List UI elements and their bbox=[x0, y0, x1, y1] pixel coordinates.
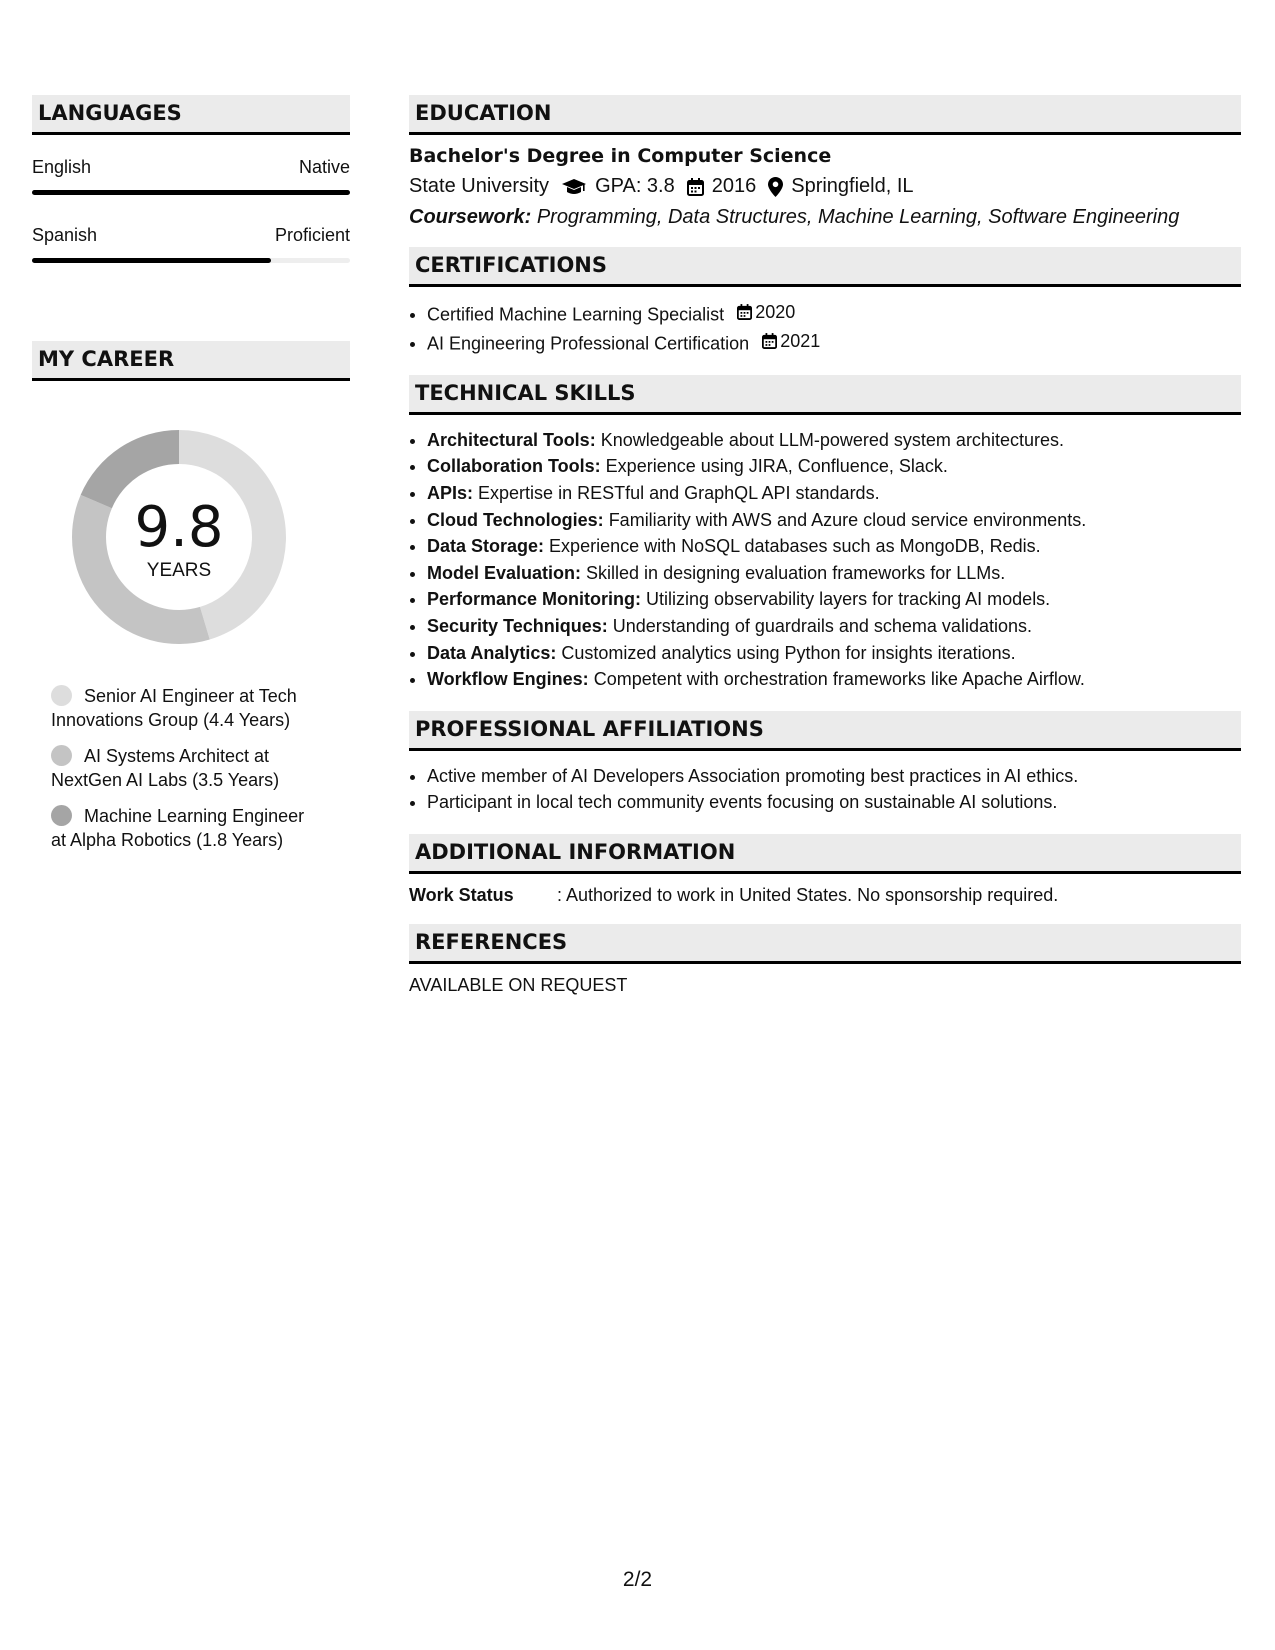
list-item bbox=[427, 480, 1241, 507]
gpa: GPA: 3.8 bbox=[595, 175, 675, 197]
skill-text: Expertise in RESTful and GraphQL API standards. bbox=[478, 482, 880, 503]
list-item bbox=[427, 427, 1241, 454]
skill-text: Knowledgeable about LLM-powered system architectures. bbox=[600, 429, 1064, 450]
job-text: Senior AI Engineer at Tech Innovations Group (4.4 Years) bbox=[51, 686, 297, 730]
language-name: Spanish bbox=[32, 225, 98, 245]
language-level: Native bbox=[298, 157, 350, 177]
career-total-years: 9.8 bbox=[134, 495, 224, 560]
calendar-icon bbox=[737, 304, 752, 320]
legend-dot bbox=[51, 685, 72, 706]
work-status-value: : Authorized to work in United States. No sponsorship required. bbox=[557, 884, 1059, 905]
career-job-2 bbox=[51, 744, 321, 792]
coursework-label: Coursework: bbox=[409, 206, 532, 228]
additional-info-section bbox=[409, 834, 1241, 906]
list-item: • Participant in local tech community events focusing on sustainable AI solutions. bbox=[427, 789, 1241, 816]
legend-dot bbox=[51, 745, 72, 766]
page-number: 2/2 bbox=[622, 1568, 653, 1591]
certification-year: 2021 bbox=[780, 330, 821, 351]
school-name: State University bbox=[409, 175, 550, 197]
list-item bbox=[427, 507, 1241, 534]
calendar-icon bbox=[762, 333, 777, 349]
language-bar bbox=[32, 258, 350, 263]
skill-label: Data Analytics: bbox=[427, 642, 557, 663]
job-text: Machine Learning Engineer at Alpha Robotics (1.8 Years) bbox=[51, 806, 305, 850]
references-text: AVAILABLE ON REQUEST bbox=[409, 974, 628, 995]
language-bar-fill bbox=[32, 190, 350, 195]
list-item bbox=[427, 586, 1241, 613]
list-item bbox=[427, 666, 1241, 693]
skill-label: Workflow Engines: bbox=[427, 669, 589, 690]
skill-text: Competent with orchestration frameworks like Apache Airflow. bbox=[593, 669, 1085, 690]
language-english bbox=[32, 157, 350, 195]
career-job-3 bbox=[51, 804, 321, 852]
career-donut-chart bbox=[66, 424, 292, 650]
school-location: Springfield, IL bbox=[791, 175, 914, 197]
skill-text: Experience using JIRA, Confluence, Slack. bbox=[605, 456, 948, 477]
list-item bbox=[427, 299, 1241, 328]
work-status-label: Work Status bbox=[409, 884, 514, 905]
certification-name: AI Engineering Professional Certification bbox=[427, 333, 750, 354]
left-column bbox=[32, 95, 350, 852]
list-item bbox=[427, 533, 1241, 560]
affiliations-heading: PROFESSIONAL AFFILIATIONS bbox=[409, 711, 1241, 751]
right-column bbox=[409, 95, 1241, 996]
education-heading: EDUCATION bbox=[409, 95, 1241, 135]
graduation-cap-icon bbox=[561, 178, 587, 196]
skill-text: Understanding of guardrails and schema validations. bbox=[612, 615, 1032, 636]
skill-label: Collaboration Tools: bbox=[427, 456, 601, 477]
language-name: English bbox=[32, 157, 92, 177]
career-job-1 bbox=[51, 684, 321, 732]
work-status-row bbox=[409, 885, 1241, 906]
skill-text: Utilizing observability layers for tracking AI models. bbox=[646, 589, 1051, 610]
languages-heading: LANGUAGES bbox=[32, 95, 350, 135]
language-bar-fill bbox=[32, 258, 271, 263]
certification-name: Certified Machine Learning Specialist bbox=[427, 304, 725, 325]
certifications-list bbox=[409, 299, 1241, 357]
coursework bbox=[409, 206, 1241, 229]
location-pin-icon bbox=[768, 177, 783, 197]
skills-section bbox=[409, 375, 1241, 693]
language-spanish bbox=[32, 225, 350, 263]
graduation-year: 2016 bbox=[711, 175, 757, 197]
skill-label: Performance Monitoring: bbox=[427, 589, 642, 610]
certifications-heading: CERTIFICATIONS bbox=[409, 247, 1241, 287]
list-item bbox=[427, 453, 1241, 480]
skill-label: Cloud Technologies: bbox=[427, 509, 604, 530]
list-item bbox=[427, 328, 1241, 357]
skill-label: Data Storage: bbox=[427, 536, 545, 557]
affiliations-section bbox=[409, 711, 1241, 816]
list-item bbox=[427, 613, 1241, 640]
skill-text: Skilled in designing evaluation frameworks for LLMs. bbox=[586, 562, 1006, 583]
certifications-section bbox=[409, 247, 1241, 357]
skill-label: Model Evaluation: bbox=[427, 562, 582, 583]
list-item bbox=[427, 560, 1241, 587]
language-bar bbox=[32, 190, 350, 195]
career-total-unit: YEARS bbox=[146, 560, 212, 581]
legend-dot bbox=[51, 805, 72, 826]
skill-text: Experience with NoSQL databases such as MongoDB, Redis. bbox=[549, 536, 1041, 557]
additional-info-heading: ADDITIONAL INFORMATION bbox=[409, 834, 1241, 874]
certification-year: 2020 bbox=[755, 302, 796, 322]
references-section bbox=[409, 924, 1241, 996]
list-item: • Active member of AI Developers Association promoting best practices in AI ethics. bbox=[427, 763, 1241, 790]
coursework-text: Programming, Data Structures, Machine Learning, Software Engineering bbox=[536, 206, 1180, 228]
job-text: AI Systems Architect at NextGen AI Labs (3.5 Years) bbox=[51, 746, 280, 790]
skill-label: Security Techniques: bbox=[427, 615, 608, 636]
references-heading: REFERENCES bbox=[409, 924, 1241, 964]
skills-heading: TECHNICAL SKILLS bbox=[409, 375, 1241, 415]
skill-label: Architectural Tools: bbox=[427, 429, 596, 450]
career-heading: MY CAREER bbox=[32, 341, 350, 381]
list-item bbox=[427, 640, 1241, 667]
calendar-icon bbox=[687, 178, 704, 196]
education-section bbox=[409, 95, 1241, 229]
skill-text: Familiarity with AWS and Azure cloud service environments. bbox=[608, 509, 1087, 530]
skills-list bbox=[409, 427, 1241, 693]
degree-title: Bachelor's Degree in Computer Science bbox=[409, 145, 832, 167]
education-details bbox=[409, 175, 1241, 198]
career-section bbox=[32, 341, 350, 852]
skill-text: Customized analytics using Python for insights iterations. bbox=[561, 642, 1016, 663]
skill-label: APIs: bbox=[427, 482, 474, 503]
language-level: Proficient bbox=[274, 225, 350, 245]
affiliations-list bbox=[409, 763, 1241, 816]
